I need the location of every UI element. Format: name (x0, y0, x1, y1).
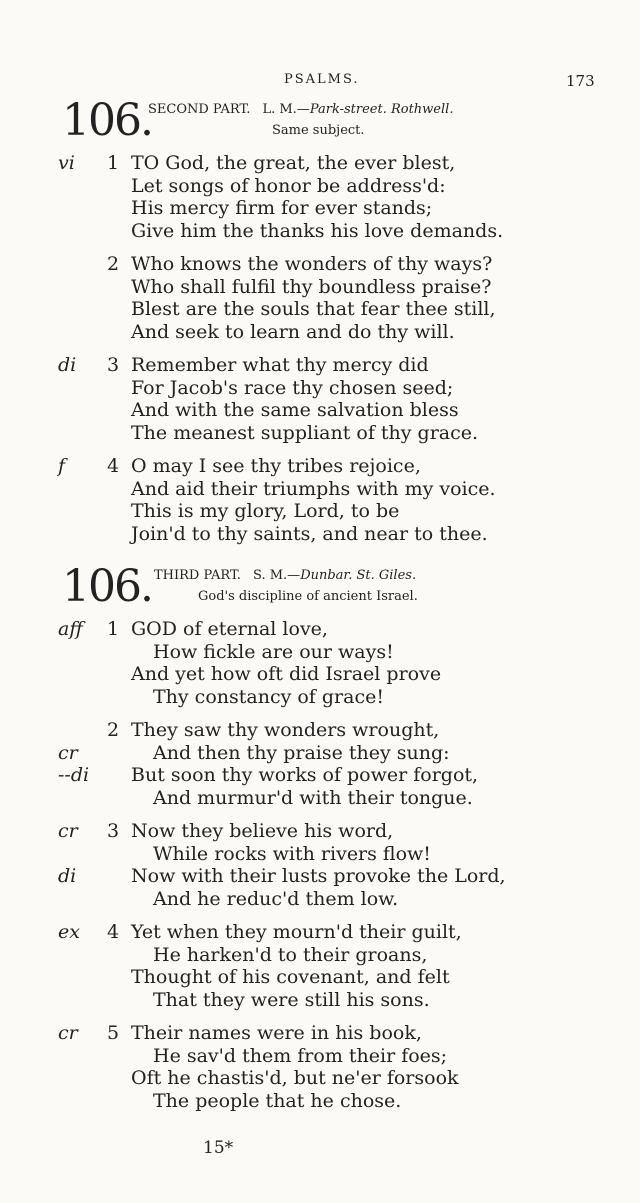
stanza-number: 4 (107, 455, 120, 477)
stanza (0, 1022, 640, 1112)
hymn-number: 106. (62, 95, 152, 146)
verse-text: Give him the thanks his love demands. (131, 219, 504, 242)
verse-line (0, 1045, 640, 1068)
stanza (0, 253, 640, 343)
verse-text: His mercy firm for ever stands; (131, 197, 433, 219)
verse-text: TO God, the great, the ever blest, (131, 152, 456, 174)
verse-text: And with the same salvation bless (131, 399, 459, 421)
verse-line (0, 478, 640, 501)
stanza-number: 5 (107, 1022, 120, 1044)
verse-text: Their names were in his book, (131, 1022, 422, 1044)
verse-line (0, 220, 640, 243)
stanza-number: 3 (107, 354, 120, 376)
running-head: PSALMS. (284, 72, 360, 87)
verse-line (0, 921, 640, 944)
verse-line (0, 354, 640, 377)
dynamic-mark: vi (58, 152, 75, 174)
verse-text: This is my glory, Lord, to be (131, 500, 400, 522)
signature-mark: 15* (203, 1138, 234, 1158)
dynamic-mark: cr (58, 1022, 78, 1044)
verse-text: GOD of eternal love, (131, 618, 328, 640)
verse-text: They saw thy wonders wrought, (131, 719, 440, 741)
stanza-number: 2 (107, 719, 120, 741)
verse-line (0, 618, 640, 641)
verse-line (0, 966, 640, 989)
verse-text: Who knows the wonders of thy ways? (131, 253, 493, 275)
verse-text: Now they believe his word, (131, 820, 394, 842)
verse-text: Thought of his covenant, and felt (131, 966, 450, 988)
verse-line (0, 686, 640, 709)
verse-line (0, 298, 640, 321)
verse-line (0, 888, 640, 911)
dynamic-mark: f (58, 455, 66, 477)
verse-text: Join'd to thy saints, and near to thee. (131, 522, 488, 545)
stanza (0, 455, 640, 545)
stanza-number: 1 (107, 152, 120, 174)
tune-names: Dunbar. St. Giles. (300, 568, 417, 583)
verse-text: Remember what thy mercy did (131, 354, 429, 376)
verse-line (0, 865, 640, 888)
stanza (0, 152, 640, 242)
verse-text: And murmur'd with their tongue. (153, 786, 473, 809)
dynamic-mark: di (58, 865, 77, 887)
verse-line (0, 742, 640, 765)
verse-text: Thy constancy of grace! (153, 685, 384, 708)
verse-line (0, 989, 640, 1012)
verse-line (0, 944, 640, 967)
verse-line (0, 152, 640, 175)
dynamic-mark: cr (58, 741, 78, 764)
dynamic-mark: --di (58, 764, 90, 786)
verse-line (0, 321, 640, 344)
hymn-part-line (148, 102, 453, 117)
verse-text: That they were still his sons. (153, 988, 430, 1011)
stanza (0, 820, 640, 910)
verse-line (0, 820, 640, 843)
hymn-subject: Same subject. (272, 123, 365, 138)
verse-text: And then thy praise they sung: (153, 741, 450, 764)
verse-text: He sav'd them from their foes; (153, 1044, 448, 1067)
dynamic-mark: cr (58, 820, 78, 842)
verse-text: Blest are the souls that fear thee still, (131, 298, 496, 320)
stanza-number: 1 (107, 618, 120, 640)
verse-text: And yet how oft did Israel prove (131, 663, 442, 685)
tune-names: Park-street. Rothwell. (309, 102, 454, 117)
stanza-number: 4 (107, 921, 120, 943)
verse-text: How fickle are our ways! (153, 640, 394, 663)
verse-text: He harken'd to their groans, (153, 943, 428, 966)
verse-line (0, 764, 640, 787)
verse-line (0, 641, 640, 664)
stanza (0, 618, 640, 708)
verse-text: Oft he chastis'd, but ne'er forsook (131, 1067, 459, 1089)
meter-label: S. M.— (253, 568, 301, 583)
hymn-subject: God's discipline of ancient Israel. (198, 589, 418, 604)
verse-line (0, 663, 640, 686)
stanza (0, 354, 640, 444)
verse-line (0, 377, 640, 400)
verse-line (0, 175, 640, 198)
hymn-number: 106. (62, 561, 152, 612)
verse-text: But soon thy works of power forgot, (131, 764, 479, 786)
verse-text: Now with their lusts provoke the Lord, (131, 865, 506, 887)
verse-line (0, 422, 640, 445)
verse-line (0, 843, 640, 866)
verse-line (0, 787, 640, 810)
verse-text: And seek to learn and do thy will. (131, 320, 455, 343)
dynamic-mark: aff (58, 618, 83, 640)
verse-text: Yet when they mourn'd their guilt, (131, 921, 462, 943)
dynamic-mark: ex (58, 921, 80, 943)
verse-line (0, 500, 640, 523)
stanza-number: 2 (107, 253, 120, 275)
verse-text: The meanest suppliant of thy grace. (131, 421, 479, 444)
verse-line (0, 399, 640, 422)
hymn-part-line (154, 568, 416, 583)
verse-text: O may I see thy tribes rejoice, (131, 455, 421, 477)
dynamic-mark: di (58, 354, 77, 376)
hymn-header-second-part (62, 95, 582, 152)
stanza (0, 719, 640, 809)
verse-line (0, 523, 640, 546)
verse-text: For Jacob's race thy chosen seed; (131, 376, 454, 399)
meter-label: L. M.— (262, 102, 310, 117)
verse-line (0, 455, 640, 478)
verse-text: The people that he chose. (153, 1089, 402, 1112)
verse-line (0, 1022, 640, 1045)
verse-line (0, 719, 640, 742)
hymn-header-third-part (62, 561, 582, 618)
verse-text: Who shall fulfil thy boundless praise? (131, 275, 492, 298)
verse-text: Let songs of honor be address'd: (131, 174, 446, 197)
stanza-number: 3 (107, 820, 120, 842)
page-number: 173 (566, 72, 595, 90)
part-label: THIRD PART. (154, 568, 241, 583)
verse-line (0, 1090, 640, 1113)
verse-text: While rocks with rivers flow! (153, 842, 431, 865)
verse-line (0, 276, 640, 299)
verse-text: And he reduc'd them low. (153, 887, 399, 910)
verse-text: And aid their triumphs with my voice. (131, 477, 496, 500)
verse-line (0, 253, 640, 276)
part-label: SECOND PART. (148, 102, 251, 117)
verse-line (0, 197, 640, 220)
verse-line (0, 1067, 640, 1090)
stanza (0, 921, 640, 1011)
